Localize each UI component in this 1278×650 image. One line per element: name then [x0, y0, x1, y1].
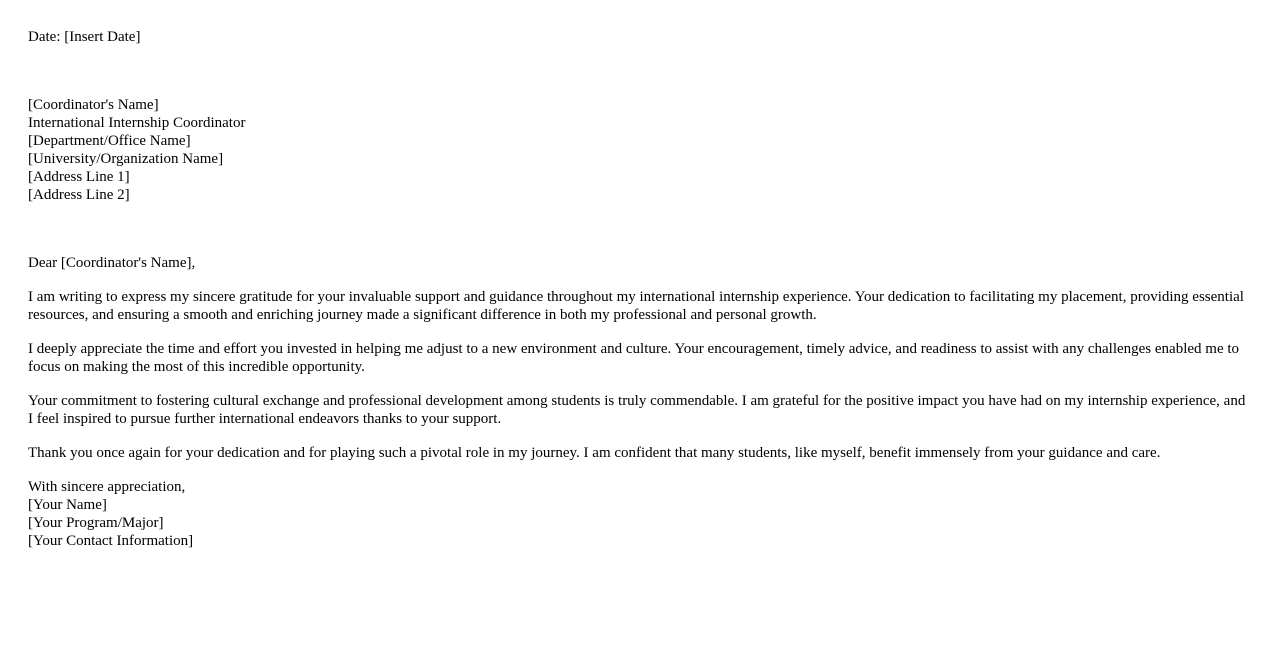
letter-date [28, 28, 1250, 46]
sender-contact: [Your Contact Information] [28, 533, 194, 549]
recipient-address-line-1: [Address Line 1] [28, 169, 130, 185]
recipient-organization: [University/Organization Name] [28, 151, 224, 167]
body-paragraph-3: Your commitment to fostering cultural exchange and professional development among students is truly commendable. I am grateful for the positive impact you have had on my internship experience, and I feel inspired to pursue further international endeavors thanks to your support. [28, 393, 1246, 427]
salutation: Dear [Coordinator's Name], [28, 255, 196, 271]
recipient-department: [Department/Office Name] [28, 133, 191, 149]
sender-name: [Your Name] [28, 497, 107, 513]
recipient-name: [Coordinator's Name] [28, 97, 159, 113]
date-line: Date: [Insert Date] [28, 29, 141, 45]
recipient-address-block [28, 96, 1250, 204]
sender-program: [Your Program/Major] [28, 515, 164, 531]
body-paragraph-2: I deeply appreciate the time and effort you invested in helping me adjust to a new environment and culture. Your encouragement, timely advice, and readiness to assist with any challenges enabled me to focus on making the most of this incredible opportunity. [28, 341, 1240, 375]
body-paragraph-1: I am writing to express my sincere gratitude for your invaluable support and guidance throughout my international internship experience. Your dedication to facilitating my placement, providing essential resources, and ensuring a smooth and enriching journey made a significant difference in both my professional and personal growth. [28, 289, 1244, 323]
body-paragraph-4: Thank you once again for your dedication and for playing such a pivotal role in my journey. I am confident that many students, like myself, benefit immensely from your guidance and care. [28, 445, 1161, 461]
recipient-address-line-2: [Address Line 2] [28, 187, 130, 203]
closing-block [28, 478, 1250, 550]
sign-off: With sincere appreciation, [28, 479, 186, 495]
recipient-title: International Internship Coordinator [28, 115, 246, 131]
